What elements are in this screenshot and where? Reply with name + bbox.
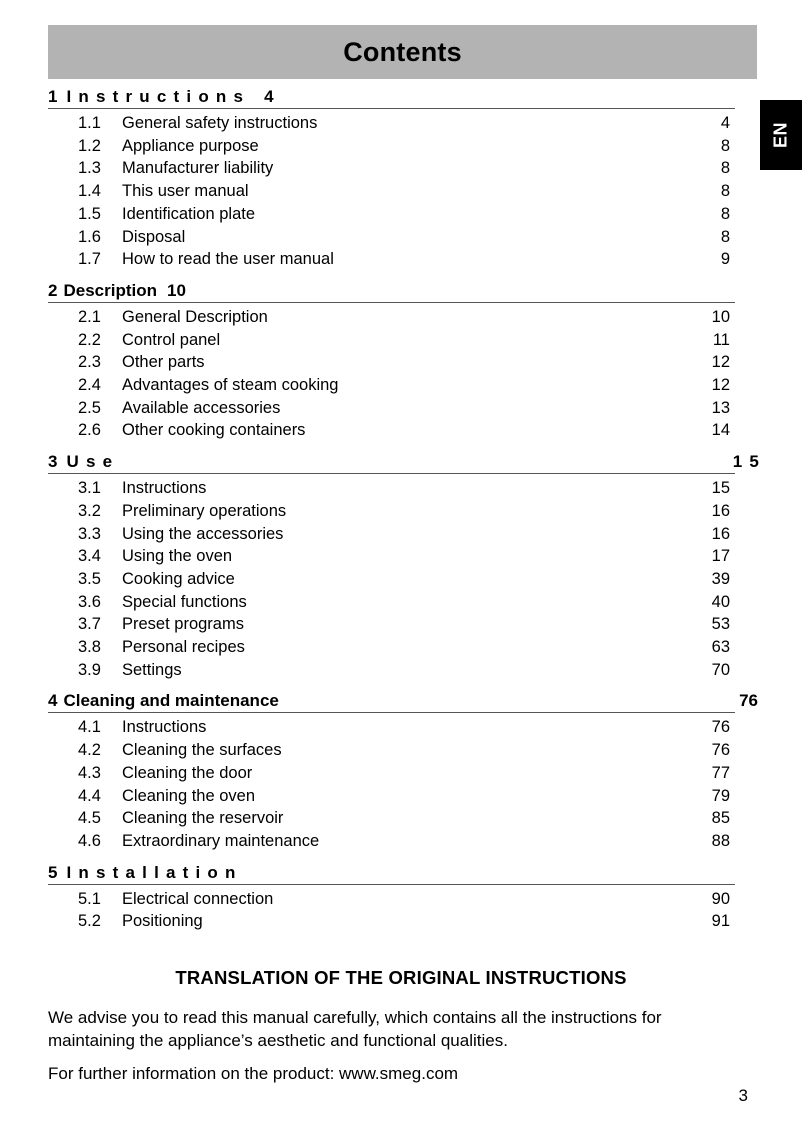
toc-section-page: 10 [167, 280, 186, 300]
toc-entry-number: 1.7 [78, 250, 101, 269]
toc-entry[interactable] [48, 135, 758, 158]
toc-entry-list [48, 885, 758, 933]
toc-entry[interactable] [48, 306, 758, 329]
toc-entry-label: Extraordinary maintenance [122, 831, 320, 850]
toc-entry-label: Settings [122, 660, 182, 679]
toc-entry-page: 76 [711, 741, 730, 760]
toc-entry-label: Using the accessories [122, 524, 284, 543]
toc-entry-label: Control panel [122, 330, 221, 349]
toc-entry-page: 88 [711, 831, 730, 850]
toc-entry-page: 79 [711, 786, 730, 805]
toc-entry-number: 3.6 [78, 592, 101, 611]
toc-entry-number: 4.6 [78, 831, 101, 850]
toc-entry-number: 5.1 [78, 889, 101, 908]
toc-entry-list [48, 303, 758, 442]
toc-entry-page: 4 [720, 114, 730, 132]
toc-section-page: 76 [739, 691, 758, 711]
footer-paragraph-1: We advise you to read this manual carefully, which contains all the instructions for maintaining the appliance’s aesthetic and functional qualities. [48, 1008, 662, 1050]
toc-entry[interactable] [48, 351, 758, 374]
toc-entry-number: 2.1 [78, 307, 101, 326]
toc-entry-number: 5.2 [78, 912, 101, 931]
toc-entry-page: 15 [711, 479, 730, 498]
toc-entry[interactable] [48, 659, 758, 682]
toc-entry-label: Preset programs [122, 615, 244, 634]
toc-entry-page: 85 [711, 809, 730, 828]
toc-entry-label: Cleaning the surfaces [122, 741, 282, 760]
toc-entry[interactable] [48, 180, 758, 203]
toc-entry-page: 8 [720, 182, 730, 201]
toc-entry-page: 70 [711, 660, 730, 679]
toc-entry-list [48, 109, 758, 271]
toc-entry[interactable] [48, 591, 758, 614]
toc-entry-number: 3.2 [78, 501, 101, 520]
toc-entry[interactable] [48, 523, 758, 546]
language-tab-en [760, 100, 802, 170]
toc-entry-label: How to read the user manual [122, 250, 334, 269]
toc-section [48, 692, 758, 852]
toc-entry[interactable] [48, 203, 758, 226]
page-title: Contents [343, 36, 462, 67]
toc-entry-label: Special functions [122, 592, 247, 611]
toc-entry-page: 63 [711, 638, 730, 657]
contents-header-band [48, 25, 757, 79]
toc-entry-label: Appliance purpose [122, 136, 259, 155]
toc-entry-label: General Description [122, 307, 268, 326]
toc-entry-label: Manufacturer liability [122, 159, 274, 178]
toc-section-title: Cleaning and maintenance [63, 691, 279, 711]
toc-entry-page: 11 [712, 330, 730, 349]
toc-section-heading[interactable] [48, 692, 758, 712]
translation-notice: TRANSLATION OF THE ORIGINAL INSTRUCTIONS [175, 967, 627, 988]
toc-entry-page: 8 [720, 227, 730, 246]
toc-entry-label: Disposal [122, 227, 186, 246]
toc-entry[interactable] [48, 762, 758, 785]
toc-entry[interactable] [48, 329, 758, 352]
toc-entry[interactable] [48, 807, 758, 830]
toc-entry-number: 1.2 [78, 136, 101, 155]
page-number: 3 [738, 1086, 748, 1105]
toc-entry-number: 3.8 [78, 638, 101, 657]
toc-entry-list [48, 474, 758, 681]
toc-entry-number: 4.5 [78, 809, 101, 828]
toc-section-number: 1 [48, 87, 58, 106]
toc-entry[interactable] [48, 226, 758, 249]
toc-section-heading[interactable] [48, 88, 758, 108]
toc-entry-number: 3.3 [78, 524, 101, 543]
toc-entry-label: Cleaning the oven [122, 786, 256, 805]
toc-section-heading[interactable] [48, 282, 758, 302]
toc-entry-number: 1.3 [78, 159, 101, 178]
toc-entry[interactable] [48, 157, 758, 180]
toc-entry-label: Other parts [122, 353, 205, 372]
toc-entry[interactable] [48, 545, 758, 568]
toc-entry-number: 3.7 [78, 615, 101, 634]
toc-entry-number: 3.5 [78, 569, 101, 588]
toc-entry-number: 1.6 [78, 227, 101, 246]
toc-entry[interactable] [48, 477, 758, 500]
toc-entry-page: 8 [720, 159, 730, 178]
toc-entry-number: 1.1 [78, 114, 101, 132]
toc-entry-page: 14 [711, 421, 730, 440]
toc-entry-label: Advantages of steam cooking [122, 376, 339, 395]
toc-entry[interactable] [48, 785, 758, 808]
table-of-contents [48, 87, 766, 933]
toc-entry-label: Using the oven [122, 547, 233, 566]
toc-entry[interactable] [48, 910, 758, 933]
toc-entry-label: Instructions [122, 718, 207, 737]
toc-entry-label: Available accessories [122, 398, 281, 417]
toc-entry-page: 90 [711, 889, 730, 908]
toc-entry-page: 9 [720, 250, 730, 269]
toc-entry-label: Instructions [122, 479, 207, 498]
toc-entry-number: 4.4 [78, 786, 101, 805]
toc-entry-number: 3.1 [78, 479, 101, 498]
toc-entry-label: Cleaning the reservoir [122, 809, 284, 828]
toc-section-title: Use [66, 452, 120, 472]
toc-section-title: Description [63, 280, 157, 300]
toc-entry-page: 12 [711, 376, 730, 395]
toc-section [48, 88, 758, 271]
toc-entry[interactable] [48, 112, 758, 135]
toc-entry-label: Personal recipes [122, 638, 245, 657]
toc-entry-label: Identification plate [122, 204, 256, 223]
toc-entry-label: Cooking advice [122, 569, 235, 588]
toc-entry-label: Preliminary operations [122, 501, 287, 520]
footer-paragraph-2: For further information on the product: www.smeg.com [48, 1064, 459, 1083]
toc-section-heading[interactable] [48, 864, 758, 884]
toc-section-title: Installation [66, 862, 243, 882]
toc-entry-page: 39 [711, 569, 730, 588]
toc-entry[interactable] [48, 397, 758, 420]
toc-entry[interactable] [48, 888, 758, 911]
toc-entry-number: 2.4 [78, 376, 101, 395]
toc-entry-number: 1.5 [78, 204, 101, 223]
toc-entry[interactable] [48, 613, 758, 636]
toc-entry-page: 40 [711, 592, 730, 611]
toc-entry-page: 16 [711, 524, 730, 543]
toc-entry-page: 91 [711, 912, 730, 931]
toc-entry-page: 53 [711, 615, 730, 634]
toc-entry-number: 2.6 [78, 421, 101, 440]
toc-entry-number: 4.3 [78, 763, 101, 782]
toc-entry[interactable] [48, 716, 758, 739]
toc-section [48, 282, 758, 442]
toc-entry-label: Cleaning the door [122, 763, 253, 782]
toc-section-page: 15 [732, 452, 766, 472]
toc-entry[interactable] [48, 830, 758, 853]
footer-paragraphs [48, 1006, 708, 1085]
toc-entry-number: 2.3 [78, 353, 101, 372]
toc-entry-number: 1.4 [78, 182, 101, 201]
toc-section-title: Instructions [66, 87, 251, 106]
toc-entry-number: 4.1 [78, 718, 101, 737]
toc-entry-page: 76 [711, 718, 730, 737]
toc-entry[interactable] [48, 568, 758, 591]
toc-section-page: 4 [264, 87, 281, 106]
toc-section-number: 4 [48, 691, 58, 711]
toc-section-number: 5 [48, 862, 58, 882]
toc-entry-page: 8 [720, 204, 730, 223]
toc-entry-number: 3.4 [78, 547, 101, 566]
toc-entry-label: This user manual [122, 182, 249, 201]
toc-section-heading[interactable] [48, 452, 766, 473]
toc-entry[interactable] [48, 248, 758, 271]
toc-entry[interactable] [48, 374, 758, 397]
toc-entry-page: 8 [720, 136, 730, 155]
toc-entry[interactable] [48, 636, 758, 659]
toc-entry-page: 17 [711, 547, 730, 566]
toc-section-number: 3 [48, 452, 58, 472]
toc-entry[interactable] [48, 419, 758, 442]
toc-entry-page: 77 [711, 763, 730, 782]
toc-entry-page: 16 [711, 501, 730, 520]
toc-entry-number: 2.2 [78, 330, 101, 349]
section-gap [48, 442, 758, 453]
toc-entry-label: Other cooking containers [122, 421, 306, 440]
toc-entry-label: Positioning [122, 912, 203, 931]
toc-entry-page: 12 [711, 353, 730, 372]
toc-entry-list [48, 713, 758, 852]
language-tab-label: EN [770, 121, 791, 149]
toc-entry[interactable] [48, 500, 758, 523]
toc-entry-label: General safety instructions [122, 114, 318, 132]
toc-entry-page: 10 [711, 307, 730, 326]
toc-entry-number: 4.2 [78, 741, 101, 760]
toc-entry-number: 2.5 [78, 398, 101, 417]
toc-section [48, 864, 758, 933]
toc-section [48, 452, 766, 681]
toc-entry[interactable] [48, 739, 758, 762]
toc-entry-label: Electrical connection [122, 889, 274, 908]
toc-section-number: 2 [48, 280, 58, 300]
toc-entry-page: 13 [711, 398, 730, 417]
toc-entry-number: 3.9 [78, 660, 101, 679]
